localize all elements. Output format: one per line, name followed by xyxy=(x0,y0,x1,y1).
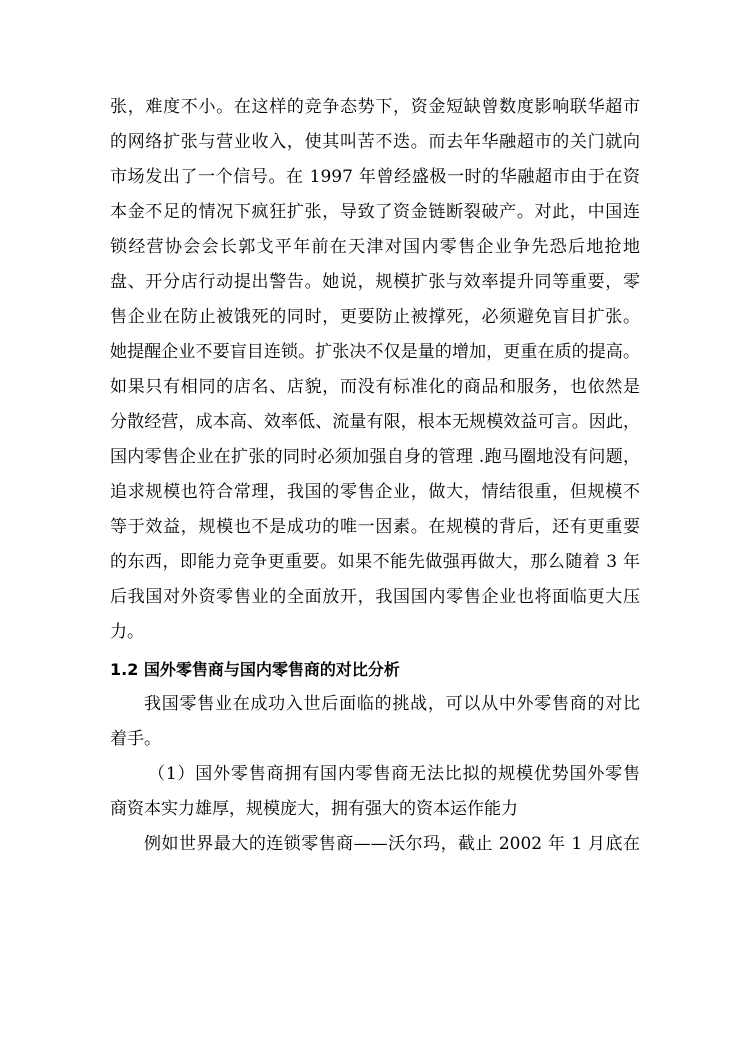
text-line: 她提醒企业不要盲目连锁。扩张决不仅是量的增加，更重在质的提高。 xyxy=(110,342,640,362)
text-line: 力。 xyxy=(110,622,144,642)
text-line: 分散经营，成本高、效率低、流量有限，根本无规模效益可言。因此， xyxy=(110,412,640,432)
text-line: 商资本实力雄厚，规模庞大，拥有强大的资本运作能力 xyxy=(110,799,518,819)
text-line: 售企业在防止被饿死的同时，更要防止被撑死，必须避免盲目扩张。 xyxy=(110,307,640,327)
text-line: 我国零售业在成功入世后面临的挑战，可以从中外零售商的对比 xyxy=(144,694,640,714)
text-line: 盘、开分店行动提出警告。她说，规模扩张与效率提升同等重要，零 xyxy=(110,272,640,292)
text-line: 如果只有相同的店名、店貌，而没有标准化的商品和服务，也依然是 xyxy=(110,377,640,397)
text-line: 后我国对外资零售业的全面放开，我国国内零售企业也将面临更大压 xyxy=(110,587,640,607)
paragraph-expansion-risks xyxy=(110,90,640,650)
text-line: （1）国外零售商拥有国内零售商无法比拟的规模优势国外零售 xyxy=(148,764,640,784)
text-line: 锁经营协会会长郭戈平年前在天津对国内零售企业争先恐后地抢地 xyxy=(110,237,640,257)
text-line: 等于效益，规模也不是成功的唯一因素。在规模的背后，还有更重要 xyxy=(110,517,640,537)
text-line: 例如世界最大的连锁零售商——沃尔玛，截止 2002 年 1 月底在 xyxy=(144,834,640,854)
document-page xyxy=(110,90,640,862)
text-line: 国内零售企业在扩张的同时必须加强自身的管理 .跑马圈地没有问题， xyxy=(110,447,640,467)
text-line: 的网络扩张与营业收入，使其叫苦不迭。而去年华融超市的关门就向 xyxy=(110,132,640,152)
text-line: 张，难度不小。在这样的竞争态势下，资金短缺曾数度影响联华超市 xyxy=(110,97,640,117)
text-line: 追求规模也符合常理，我国的零售企业，做大，情结很重，但规模不 xyxy=(110,482,640,502)
text-line: 本金不足的情况下疯狂扩张，导致了资金链断裂破产。对此，中国连 xyxy=(110,202,640,222)
section-heading: 1.2 国外零售商与国内零售商的对比分析 xyxy=(110,660,400,679)
text-line: 着手。 xyxy=(110,729,161,749)
text-line: 市场发出了一个信号。在 1997 年曾经盛极一时的华融超市由于在资 xyxy=(110,167,640,187)
paragraph-intro-comparison xyxy=(110,687,640,757)
text-line: 的东西，即能力竞争更重要。如果不能先做强再做大，那么随着 3 年 xyxy=(110,552,640,572)
paragraph-walmart-example xyxy=(110,827,640,862)
paragraph-scale-advantage xyxy=(110,757,640,827)
